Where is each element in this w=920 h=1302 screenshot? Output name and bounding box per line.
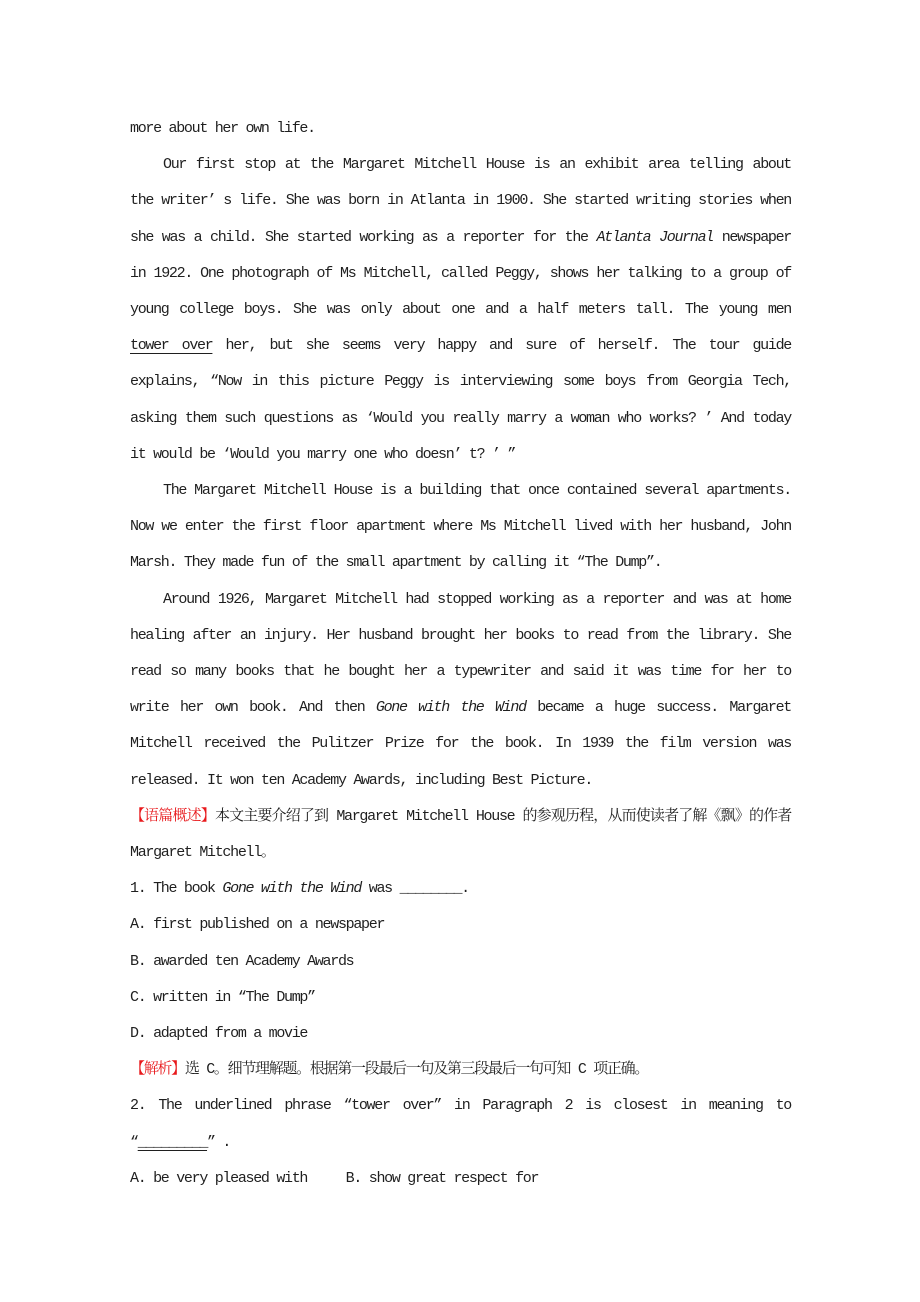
question-1-option-b (130, 944, 791, 980)
italic-run: Atlanta Journal (596, 228, 713, 246)
text-run: Around 1926, Margaret Mitchell had stopped working as a reporter and was at home healing after an injury. Her husband brought her books to read from the library. She read so many books that he bought her a typewriter and said it was time for her to write her own book. And then (130, 590, 791, 717)
underline-run: tower over (130, 337, 213, 355)
question-1-option-a (130, 907, 791, 943)
text-run: 本文主要介绍了到 Margaret Mitchell House 的参观历程，从而使读者了解《飘》的作者 Margaret Mitchell。 (130, 807, 791, 862)
italic-run: Gone with the Wind (222, 880, 362, 898)
analysis-question-1 (130, 1052, 791, 1088)
passage-continuation (130, 111, 791, 147)
underline-run: _________ (137, 1133, 208, 1151)
italic-run: Gone with the Wind (375, 699, 526, 717)
passage-paragraph-4 (130, 582, 791, 799)
question-1 (130, 871, 791, 907)
overview-note (130, 799, 791, 871)
passage-paragraph-2 (130, 147, 791, 473)
text-run: C. written in “The Dump” (130, 988, 315, 1006)
text-run: 选 C。细节理解题。根据第一段最后一句及第三段最后一句可知 C 项正确。 (184, 1061, 649, 1079)
question-2-options-ab (130, 1161, 791, 1197)
question-1-option-d (130, 1016, 791, 1052)
text-run: her, but she seems very happy and sure of herself. The tour guide explains, “Now in this picture Peggy is interviewing some boys from Georgia Tech, asking them such questions as ‘Would you really marry a woman who works? ’ And today it would be ‘Would you marry one who doesn’ t? ’ ” (130, 337, 791, 463)
red-run: 【语篇概述】 (130, 807, 215, 825)
text-run: was ________. (361, 880, 469, 898)
text-run: A. be very pleased with B. show great respect for (130, 1169, 539, 1187)
text-run: D. adapted from a movie (130, 1025, 308, 1043)
question-1-option-c (130, 980, 791, 1016)
document-content (130, 111, 791, 1197)
text-run: B. awarded ten Academy Awards (130, 952, 354, 970)
text-run: newspaper in 1922. One photograph of Ms Mitchell, called Peggy, shows her talking to a group of young college boys. She was only about one and a half meters tall. The young men (130, 228, 792, 319)
passage-paragraph-3 (130, 473, 791, 582)
red-run: 【解析】 (130, 1061, 185, 1079)
question-2 (130, 1088, 791, 1160)
text-run: became a huge success. Margaret Mitchell received the Pulitzer Prize for the book. In 1939 the film version was released. It won ten Academy Awards, including Best Picture. (130, 699, 791, 789)
text-run: A. first published on a newspaper (130, 916, 385, 934)
text-run: 1. The book (130, 880, 223, 898)
text-run: more about her own life. (130, 120, 315, 137)
text-run: 2. The underlined phrase “tower over” in Paragraph 2 is closest in meaning to “ (130, 1097, 791, 1151)
text-run: The Margaret Mitchell House is a building that once contained several apartments. Now we enter the first floor apartment where Ms Mitchell lived with her husband, John Marsh. They made fun of the small apartment by calling it “The Dump”. (130, 482, 791, 572)
text-run: ” . (207, 1133, 231, 1151)
text-run: Our first stop at the Margaret Mitchell House is an exhibit area telling about the writer’ s life. She was born in Atlanta in 1900. She started writing stories when she was a child. She started working as a reporter for the (130, 156, 791, 246)
